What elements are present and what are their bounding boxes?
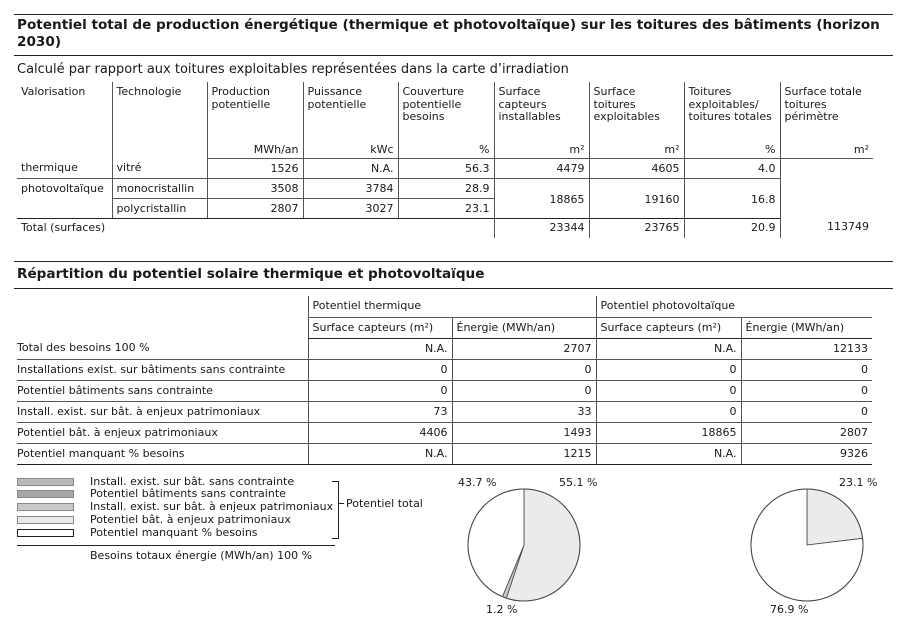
table-row <box>17 401 872 422</box>
unit-cell: MWh/an <box>207 141 303 158</box>
section2-rule <box>14 261 893 262</box>
unit-cell: m² <box>494 141 589 158</box>
ratio-cell: 16.8 <box>684 178 780 218</box>
header-cell: Technologie <box>112 82 207 141</box>
value-cell: N.A. <box>308 338 452 359</box>
value-cell: N.A. <box>308 443 452 464</box>
row-label: Potentiel manquant % besoins <box>17 443 308 464</box>
couverture-cell: 28.9 <box>398 178 494 198</box>
group-thermique: Potentiel thermique <box>308 296 596 317</box>
pie1-label-manquant: 43.7 % <box>458 476 497 489</box>
value-cell: 73 <box>308 401 452 422</box>
header-cell: Toitures exploitables/ toitures totales <box>684 82 780 141</box>
pie2-label-manquant: 76.9 % <box>770 603 809 616</box>
production-table <box>17 82 873 238</box>
surface-capteurs-cell: 4479 <box>494 158 589 178</box>
pie-chart-photovoltaique <box>749 487 865 603</box>
value-cell: 0 <box>596 359 741 380</box>
technologie-cell: vitré <box>112 158 207 178</box>
pie2-label-patrimoniaux: 23.1 % <box>839 476 878 489</box>
puissance-cell: N.A. <box>303 158 398 178</box>
value-cell: 0 <box>452 359 596 380</box>
table-row <box>17 338 872 359</box>
value-cell: 2807 <box>741 422 872 443</box>
production-cell: 1526 <box>207 158 303 178</box>
header-cell: Puissance potentielle <box>303 82 398 141</box>
table-row <box>17 443 872 464</box>
value-cell: 0 <box>741 359 872 380</box>
table1-units-row <box>17 141 873 158</box>
value-cell: 9326 <box>741 443 872 464</box>
total-surface-toitures: 23765 <box>589 218 684 238</box>
legend-swatch <box>17 490 74 498</box>
technologie-cell: polycristallin <box>112 198 207 218</box>
surface-capteurs-cell: 18865 <box>494 178 589 218</box>
legend-group-label: Potentiel total <box>346 497 423 510</box>
header-cell: Production potentielle <box>207 82 303 141</box>
unit-cell: kWc <box>303 141 398 158</box>
legend-bracket <box>332 481 339 539</box>
total-surface-totale: 113749 <box>780 218 873 238</box>
value-cell: 2707 <box>452 338 596 359</box>
value-cell: 4406 <box>308 422 452 443</box>
header-cell: Surface totale toitures périmètre <box>780 82 873 141</box>
table2-group-row <box>17 296 872 317</box>
unit-cell: % <box>684 141 780 158</box>
header-cell: Surface toitures exploitables <box>589 82 684 141</box>
table1-header-row <box>17 82 873 141</box>
value-cell: 33 <box>452 401 596 422</box>
legend-label: Install. exist. sur bât. à enjeux patrimoniaux <box>90 500 334 513</box>
subheader-cell: Énergie (MWh/an) <box>741 317 872 338</box>
valorisation-cell: thermique <box>17 158 112 178</box>
value-cell: 0 <box>596 401 741 422</box>
pie-chart-thermique <box>466 487 582 603</box>
section2-title: Répartition du potentiel solaire thermique et photovoltaïque <box>17 266 485 282</box>
value-cell: N.A. <box>596 443 741 464</box>
legend-swatch <box>17 478 74 486</box>
pie1-label-patrimoniaux: 55.1 % <box>559 476 598 489</box>
legend-swatch <box>17 503 74 511</box>
unit-cell: m² <box>589 141 684 158</box>
legend-bracket-tick <box>339 503 344 504</box>
surface-toitures-cell: 4605 <box>589 158 684 178</box>
value-cell: 0 <box>741 380 872 401</box>
total-surface-capteurs: 23344 <box>494 218 589 238</box>
legend-label: Potentiel bâtiments sans contrainte <box>90 487 286 500</box>
table-row <box>17 158 873 178</box>
valorisation-cell: photovoltaïque <box>21 181 104 195</box>
table-row-total <box>17 218 873 238</box>
repartition-table <box>17 296 872 465</box>
total-label: Total (surfaces) <box>21 220 106 234</box>
total-ratio: 20.9 <box>684 218 780 238</box>
value-cell: 0 <box>741 401 872 422</box>
couverture-cell: 23.1 <box>398 198 494 218</box>
value-cell: 12133 <box>741 338 872 359</box>
legend-label: Install. exist. sur bât. sans contrainte <box>90 475 295 488</box>
table-row <box>17 422 872 443</box>
legend-label: Potentiel bât. à enjeux patrimoniaux <box>90 513 291 526</box>
section1-rule <box>14 55 893 56</box>
subheader-cell: Énergie (MWh/an) <box>452 317 596 338</box>
production-cell: 2807 <box>207 198 303 218</box>
page-title: Potentiel total de production énergétique (thermique et photovoltaïque) sur les toitures des bâtiments (horizon 2030) <box>17 17 880 50</box>
value-cell: N.A. <box>596 338 741 359</box>
technologie-cell: monocristallin <box>112 178 207 198</box>
value-cell: 0 <box>596 380 741 401</box>
table-row <box>17 380 872 401</box>
ratio-cell: 4.0 <box>684 158 780 178</box>
row-label: Installations exist. sur bâtiments sans contrainte <box>17 359 308 380</box>
row-label: Potentiel bâtiments sans contrainte <box>17 380 308 401</box>
table-row <box>17 178 873 198</box>
unit-cell: m² <box>780 141 873 158</box>
row-label: Potentiel bât. à enjeux patrimoniaux <box>17 422 308 443</box>
legend-divider <box>17 545 335 546</box>
puissance-cell: 3027 <box>303 198 398 218</box>
row-label: Install. exist. sur bât. à enjeux patrimoniaux <box>17 401 308 422</box>
value-cell: 0 <box>452 380 596 401</box>
top-rule <box>14 14 893 15</box>
header-cell: Couverture potentielle besoins <box>398 82 494 141</box>
legend-swatch <box>17 516 74 524</box>
value-cell: 18865 <box>596 422 741 443</box>
table2-subheader-row <box>17 317 872 338</box>
header-cell: Surface capteurs installables <box>494 82 589 141</box>
table-row <box>17 359 872 380</box>
pie2-slice-patrimoniaux <box>807 489 863 545</box>
subheader-cell: Surface capteurs (m²) <box>596 317 741 338</box>
group-photovoltaique: Potentiel photovoltaïque <box>596 296 872 317</box>
value-cell: 0 <box>308 380 452 401</box>
section2-underline <box>14 288 893 289</box>
couverture-cell: 56.3 <box>398 158 494 178</box>
legend-swatch <box>17 529 74 537</box>
value-cell: 1215 <box>452 443 596 464</box>
pie1-label-install: 1.2 % <box>486 603 518 616</box>
row-label: Total des besoins 100 % <box>17 338 308 359</box>
value-cell: 0 <box>308 359 452 380</box>
table1-subtitle: Calculé par rapport aux toitures exploitables représentées dans la carte d’irradiation <box>17 62 569 77</box>
header-cell: Valorisation <box>21 85 86 98</box>
value-cell: 1493 <box>452 422 596 443</box>
puissance-cell: 3784 <box>303 178 398 198</box>
legend-total-label: Besoins totaux énergie (MWh/an) 100 % <box>90 549 313 562</box>
surface-toitures-cell: 19160 <box>589 178 684 218</box>
legend-label: Potentiel manquant % besoins <box>90 526 258 539</box>
unit-cell: % <box>398 141 494 158</box>
production-cell: 3508 <box>207 178 303 198</box>
subheader-cell: Surface capteurs (m²) <box>308 317 452 338</box>
